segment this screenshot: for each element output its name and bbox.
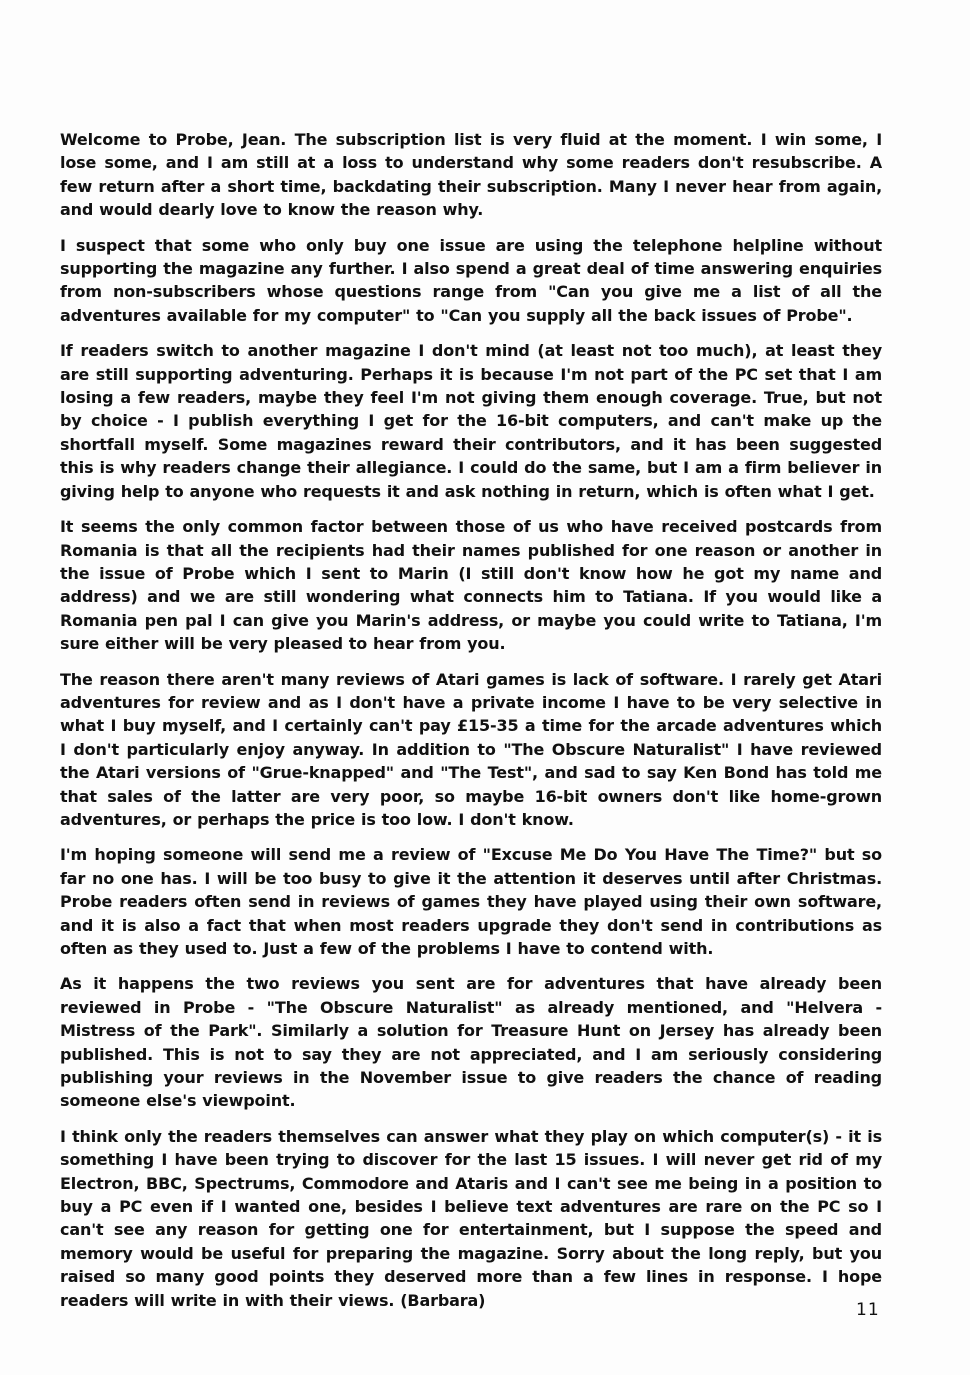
paragraph-romania-postcards: It seems the only common factor between those of us who have received postcards from Romania is that all the recipients had their names published for one reason or another in the issue of Probe which I sent to Marin (I still don't know how he got my name and address) and we are still wondering what connects him to Tatiana. If you would like a Romania pen pal I can give you Marin's address, or maybe you could write to Tatiana, I'm sure either will be very pleased to hear from you. xyxy=(60,517,882,654)
page-number: 11 xyxy=(856,1300,880,1320)
paragraph-atari-reviews: The reason there aren't many reviews of Atari games is lack of software. I rarely get Atari adventures for review and as I don't have a private income I have to be very selective in what I buy myself, and I certainly can't pay £15-35 a time for the arcade adventures which I don't particularly enjoy anyway. In addition to "The Obscure Naturalist" I have reviewed the Atari versions of "Grue-knapped" and "The Test", and sad to say Ken Bond has told me that sales of the latter are very poor, so maybe 16-bit owners don't like home-grown adventures, or perhaps the price is too low. I don't know. xyxy=(60,669,882,829)
letter-reply-body xyxy=(60,128,882,1324)
paragraph-submitted-reviews: As it happens the two reviews you sent are for adventures that have already been reviewed in Probe - "The Obscure Naturalist" as already mentioned, and "Helvera - Mistress of the Park". Similarly a solution for Treasure Hunt on Jersey has already been published. This is not to say they are not appreciated, and I am seriously considering publishing your reviews in the November issue to give readers the chance of reading someone else's viewpoint. xyxy=(60,974,882,1111)
paragraph-helpline: I suspect that some who only buy one issue are using the telephone helpline without supporting the magazine any further. I also spend a great deal of time answering enquiries from non-subscribers whose questions range from "Can you give me a list of all the adventures available for my computer" to "Can you supply all the back issues of Probe". xyxy=(60,235,882,325)
paragraph-reader-computers: I think only the readers themselves can answer what they play on which computer(s) - it is something I have been trying to discover for the last 15 issues. I will never get rid of my Electron, BBC, Spectrums, Commodore and Ataris and I can't see me being in a position to buy a PC even if I wanted one, besides I believe text adventures are rare on the PC so I can't see any reason for getting one for entertainment, but I suppose the speed and memory would be useful for preparing the magazine. Sorry about the long reply, but you raised so many good points they deserved more than a few lines in response. I hope readers will write in with their views. (Barbara) xyxy=(60,1126,882,1310)
paragraph-excuse-me-review: I'm hoping someone will send me a review of "Excuse Me Do You Have The Time?" but so far no one has. I will be too busy to give it the attention it deserves until after Christmas. Probe readers often send in reviews of games they have played using their own software, and it is also a fact that when most readers upgrade they don't send in contributions as often as they used to. Just a few of the problems I have to contend with. xyxy=(60,845,882,958)
paragraph-magazine-switch: If readers switch to another magazine I don't mind (at least not too much), at least they are still supporting adventuring. Perhaps it is because I'm not part of the PC set that I am losing a few readers, maybe they feel I'm not giving them enough coverage. True, but not by choice - I publish everything I get for the 16-bit computers, and can't make up the shortfall myself. Some magazines reward their contributors, and it has been suggested this is why readers change their allegiance. I could do the same, but I am a firm believer in giving help to anyone who requests it and ask nothing in return, which is often what I get. xyxy=(60,341,882,501)
paragraph-welcome: Welcome to Probe, Jean. The subscription list is very fluid at the moment. I win some, I lose some, and I am still at a loss to understand why some readers don't resubscribe. A few return after a short time, backdating their subscription. Many I never hear from again, and would dearly love to know the reason why. xyxy=(60,130,882,220)
